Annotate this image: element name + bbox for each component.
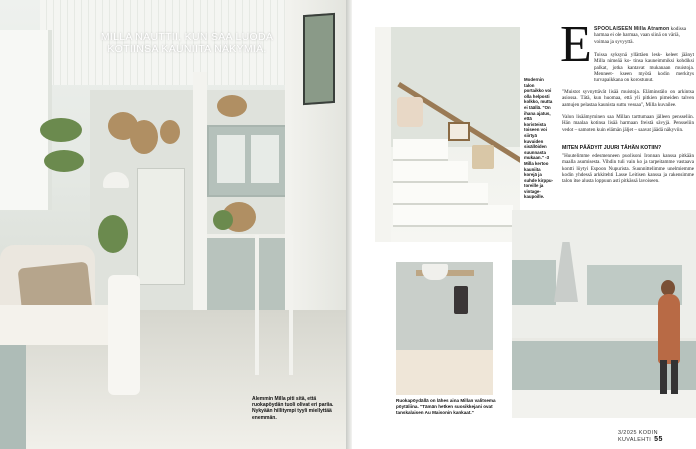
staircase-caption: Modernin talon portaikko voi olla helposti kolkko, mutta ei täällä. "On ihana ajatus, että koristeista toiseen voi siirtyä kuvuiden sisällöiden suunnasta mukaan." -3 Milla kertoo kauniita korejä ja suhde kirppu- toreille ja vintage- kaupoille. — [524, 77, 554, 200]
plant-icon — [213, 210, 233, 230]
kitchen-floor — [512, 390, 696, 418]
hall-door — [137, 168, 185, 285]
stair-step — [393, 161, 468, 183]
hanging-plant-icon — [44, 150, 84, 172]
cabinet-pane — [251, 135, 279, 183]
page-folio — [618, 430, 696, 443]
left-page-photo — [0, 0, 347, 449]
window — [0, 30, 52, 210]
bench-sofa — [0, 245, 140, 449]
door-edge — [375, 27, 391, 242]
body-paragraph: "Muistot syvnyttävät lisää muistoja. Eläminstälo on arkintsa asiossa. Tätä, kun huomaa, että yli pitkien pimeiden talven aamujen pelastaa kaunista suttu vessaa", Milla kuvailee. — [562, 89, 694, 108]
dining-table — [396, 350, 493, 395]
person-legs — [660, 360, 678, 394]
white-pillar — [193, 72, 207, 322]
kitchen-photo — [512, 210, 696, 418]
drop-cap: E — [560, 16, 592, 73]
right-page — [352, 0, 696, 449]
lead-name: SPOOLAISEEN Milla Atramon — [594, 26, 670, 32]
hanging-bag — [472, 145, 494, 169]
dining-photo — [396, 262, 493, 395]
basket-icon — [160, 120, 180, 144]
stair-step — [393, 183, 488, 205]
cabinet-pane — [217, 135, 245, 183]
page-number: 55 — [654, 436, 663, 443]
upper-cabinet — [512, 260, 556, 305]
range-hood — [554, 242, 578, 302]
basket-icon — [217, 95, 247, 117]
framed-picture — [303, 13, 335, 105]
folio-label: 3/2025 KODIN KUVALEHTI — [618, 430, 658, 443]
body-paragraph: "Huutelimme edesmenneen puolisoni Ironnan kanssa pitkään maalla asumisesta. Vihdin tuli vain ko ja tarpeitamme vastaava kontti löytyi Espoon Nupurista. Suunnittelimme unelmiemme kodin yhdessä arkkitehti Lasse Leitisen kanssa ja rakensimme talon itse alusta loppuun asti pitkässä lavoiseen. — [562, 153, 694, 185]
lamp-icon — [103, 172, 129, 188]
hanging-plant-icon — [40, 118, 82, 142]
body-paragraph: Toissa syksynä yllättäen lesk- keleet jäänyt Milla nimeää ko- tinsa kauneimmiksi kohdiksi palkat, jotka kantavat mukanaan muistoja. Menneet- kseen myötä kodin merkitys turvapaikkana on korostunut. — [594, 52, 694, 84]
lead-text: kodissa harmaa ei ole harmaa, vaan siinä on väriä, voimaa ja syvyyttä. — [594, 26, 686, 45]
person — [658, 294, 680, 364]
pendant-lamp-icon — [422, 264, 448, 280]
glass-cabinet — [207, 125, 289, 197]
photo-caption: Alemmin Milla piti sitä, että ruokapöydän tuoli olivat eri pariia. Nykyään hillitympi tyyli miellyttää enemmän. — [252, 396, 334, 421]
basket-icon — [130, 120, 158, 154]
headline: MILLA NAUTTII, KUN SAA LUODA KOTIINSA KAUNIITA NÄKYMIÄ. — [100, 31, 274, 55]
article-lead — [594, 26, 694, 45]
section-subhead: MITEN PÄÄDYIT JUURI TÄHÄN KOTIIN? — [562, 145, 662, 151]
staircase-photo — [375, 27, 520, 242]
chair — [255, 235, 293, 375]
hanging-sweater — [397, 97, 423, 127]
wall-clock-icon — [454, 286, 468, 314]
bench-arm — [108, 275, 140, 395]
body-paragraph: Valon lisäämyminen saa Millan tarttumaan jälleen pensseliin. Hän maalaa kotinsa lisää harmaan freistä sävyjä. Pensseliin vedot – samoten kuin elämän jäljet – saavat jäädä näkyviin. — [562, 114, 694, 133]
small-framed-picture — [448, 122, 470, 141]
stair-step — [393, 139, 448, 161]
stair-step — [393, 205, 513, 227]
dining-caption: Ruokapöydällä on lähes aina Millan valitsema pöytäliina. "Tämän hetken suosikkejani ovat tanskalaisen Au Maisonin kankaat." — [396, 398, 496, 415]
